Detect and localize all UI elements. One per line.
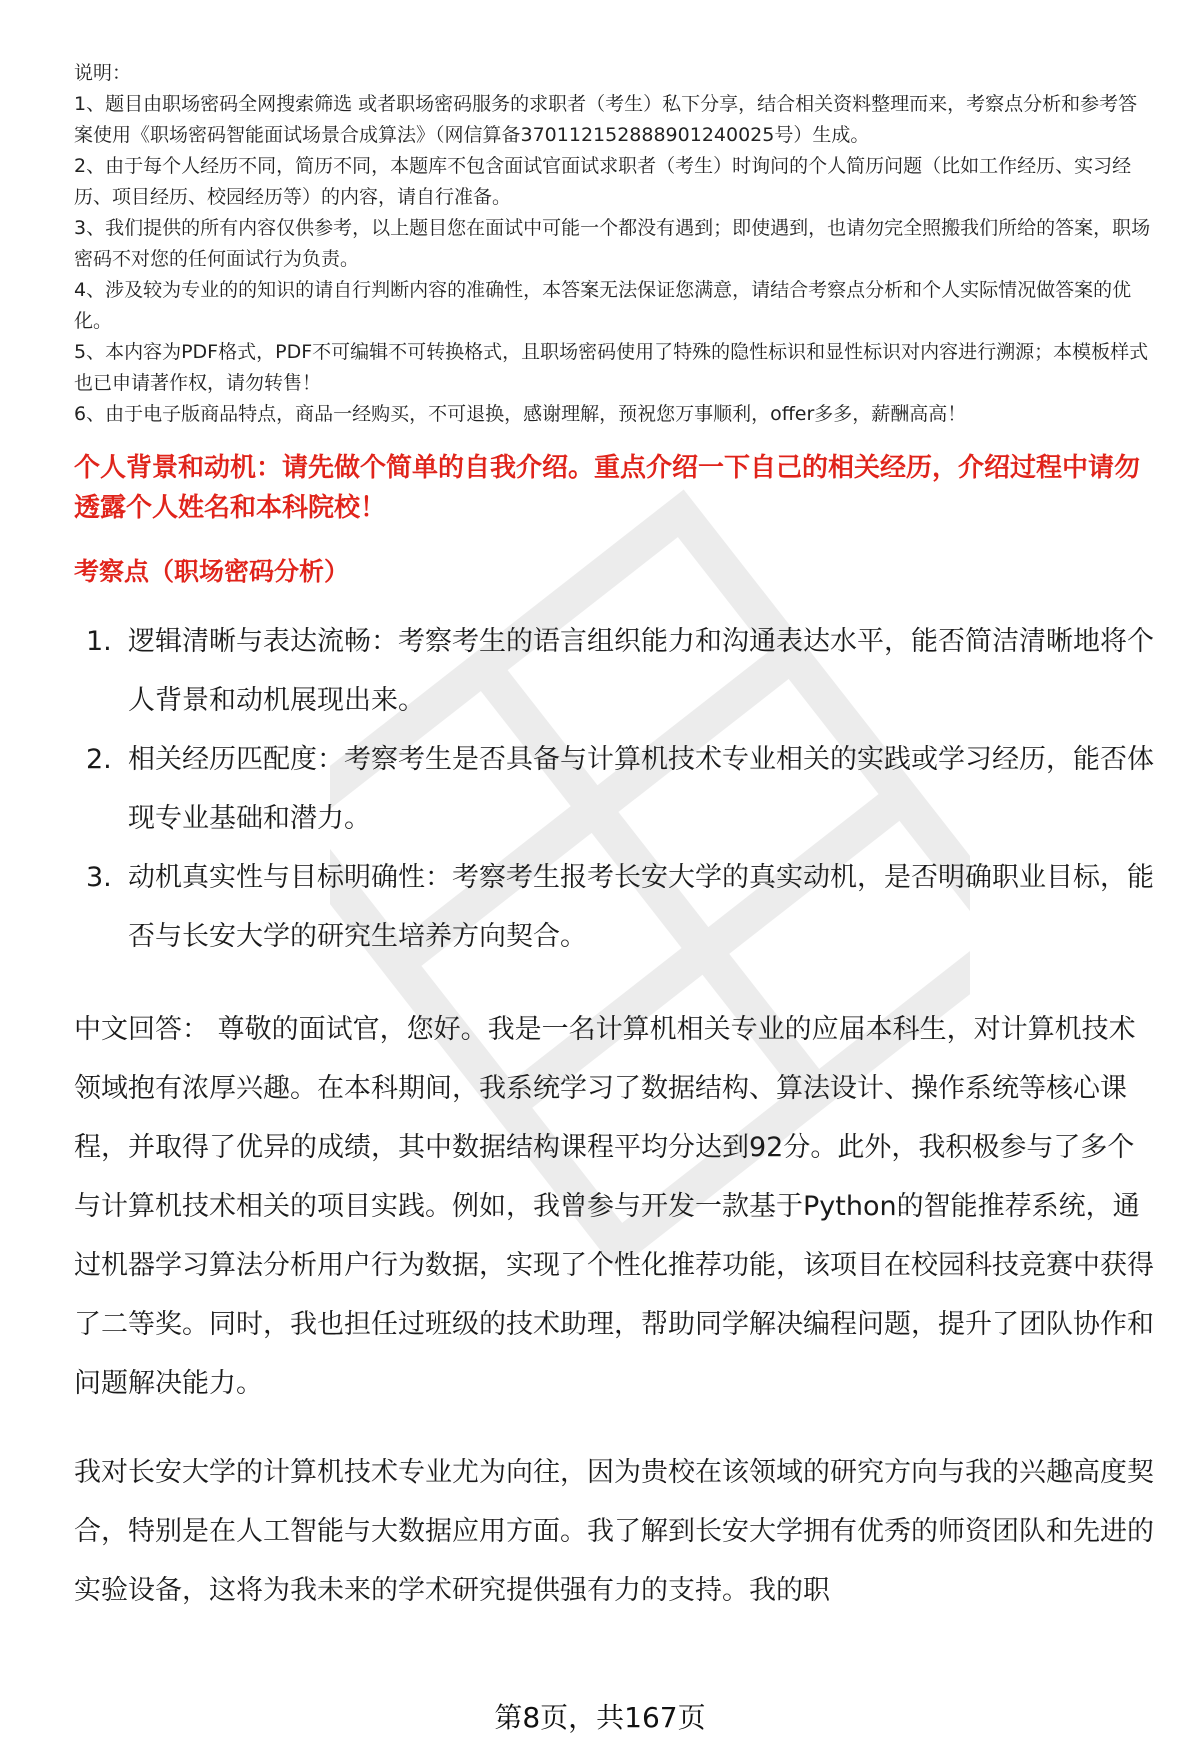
answer-paragraph: 我对长安大学的计算机技术专业尤为向往，因为贵校在该领域的研究方向与我的兴趣高度契合，特别是在人工智能与大数据应用方面。我了解到长安大学拥有优秀的师资团队和先进的实验设备，这将为我未来的学术研究提供强有力的支持。我的职 [74,1457,1154,1606]
answer-section [74,1000,1154,1620]
point-text: 动机真实性与目标明确性：考察考生报考长安大学的真实动机，是否明确职业目标，能否与长安大学的研究生培养方向契合。 [128,862,1154,952]
analysis-points [74,612,1154,966]
analysis-point [74,730,1154,848]
point-number: 3. [86,862,112,893]
point-number: 1. [86,626,112,657]
notes-section [74,58,1154,430]
document-page [74,58,1154,1620]
notes-heading: 说明： [74,62,132,84]
point-number: 2. [86,744,112,775]
answer-paragraph: 中文回答： 尊敬的面试官，您好。我是一名计算机相关专业的应届本科生，对计算机技术领域抱有浓厚兴趣。在本科期间，我系统学习了数据结构、算法设计、操作系统等核心课程，并取得了优异的成绩，其中数据结构课程平均分达到92分。此外，我积极参与了多个与计算机技术相关的项目实践。例如，我曾参与开发一款基于Python的智能推荐系统，通过机器学习算法分析用户行为数据，实现了个性化推荐功能，该项目在校园科技竞赛中获得了二等奖。同时，我也担任过班级的技术助理，帮助同学解决编程问题，提升了团队协作和问题解决能力。 [74,1014,1154,1399]
point-text: 相关经历匹配度：考察考生是否具备与计算机技术专业相关的实践或学习经历，能否体现专业基础和潜力。 [128,744,1154,834]
page-number: 第8页，共167页 [494,1701,706,1734]
analysis-title: 考察点（职场密码分析） [74,557,350,586]
interview-question: 个人背景和动机：请先做个简单的自我介绍。重点介绍一下自己的相关经历，介绍过程中请勿透露个人姓名和本科院校！ [74,453,1141,523]
note-item: 4、涉及较为专业的的知识的请自行判断内容的准确性，本答案无法保证您满意，请结合考察点分析和个人实际情况做答案的优化。 [74,279,1132,332]
analysis-point [74,848,1154,966]
note-item: 5、本内容为PDF格式，PDF不可编辑不可转换格式，且职场密码使用了特殊的隐性标识和显性标识对内容进行溯源；本模板样式也已申请著作权，请勿转售！ [74,341,1149,394]
note-item: 3、我们提供的所有内容仅供参考，以上题目您在面试中可能一个都没有遇到；即使遇到，也请勿完全照搬我们所给的答案，职场密码不对您的任何面试行为负责。 [74,217,1151,270]
note-item: 1、题目由职场密码全网搜索筛选 或者职场密码服务的求职者（考生）私下分享，结合相关资料整理而来，考察点分析和参考答案使用《职场密码智能面试场景合成算法》（网信算备370112152888901240025号）生成。 [74,93,1138,146]
note-item: 6、由于电子版商品特点，商品一经购买，不可退换，感谢理解，预祝您万事顺利，offer多多，薪酬高高！ [74,403,967,425]
analysis-point [74,612,1154,730]
note-item: 2、由于每个人经历不同，简历不同，本题库不包含面试官面试求职者（考生）时询问的个人简历问题（比如工作经历、实习经历、项目经历、校园经历等）的内容，请自行准备。 [74,155,1132,208]
point-text: 逻辑清晰与表达流畅：考察考生的语言组织能力和沟通表达水平，能否简洁清晰地将个人背景和动机展现出来。 [128,626,1154,716]
